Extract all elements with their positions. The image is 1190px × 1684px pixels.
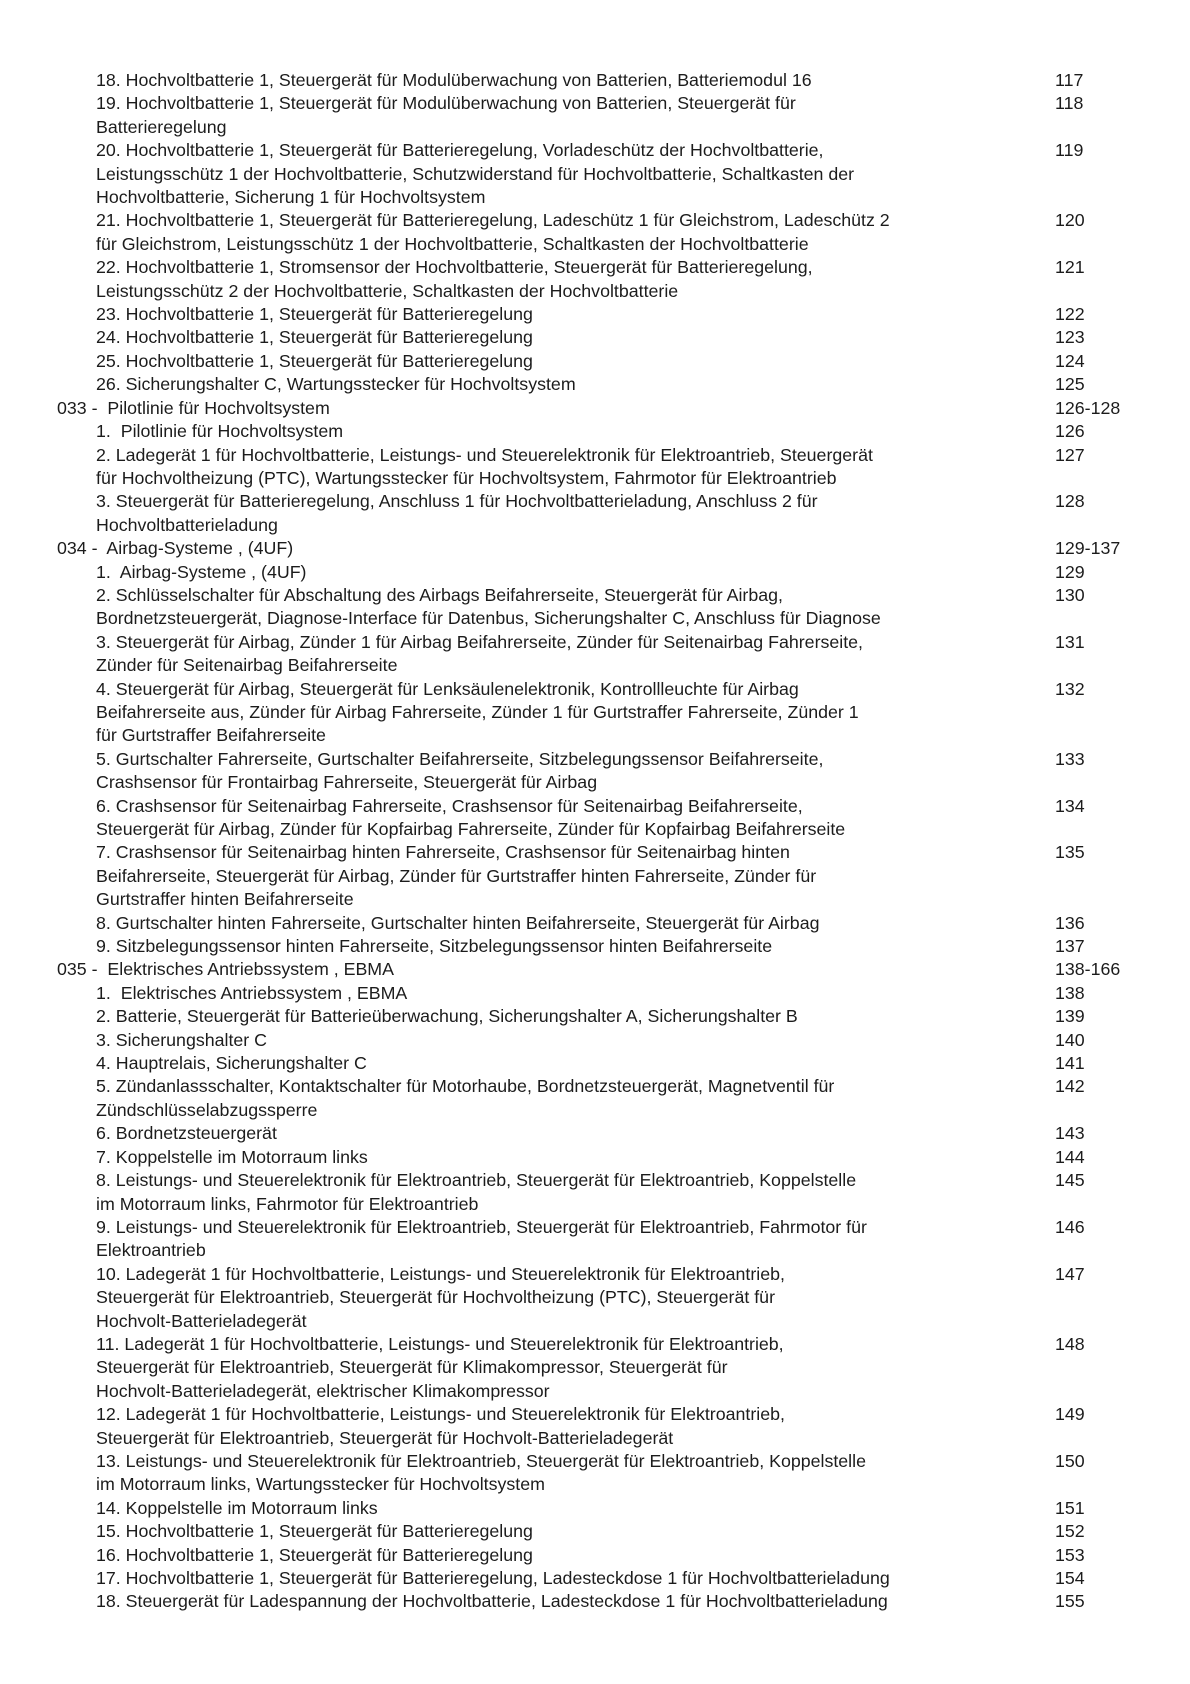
toc-entry-line: Steuergerät für Elektroantrieb, Steuergerät für Klimakompressor, Steuergerät für bbox=[96, 1357, 728, 1378]
toc-entry-line: Hochvolt-Batterieladegerät bbox=[96, 1310, 307, 1331]
toc-entry-line: Leistungsschütz 1 der Hochvoltbatterie, Schutzwiderstand für Hochvoltbatterie, Schaltkasten der bbox=[96, 163, 855, 184]
toc-entry-line: 10. Ladegerät 1 für Hochvoltbatterie, Leistungs- und Steuerelektronik für Elektroantrieb, bbox=[96, 1263, 785, 1284]
toc-page-number: 117 bbox=[1055, 70, 1084, 90]
toc-entry-line: 2. Schlüsselschalter für Abschaltung des Airbags Beifahrerseite, Steuergerät für Airbag, bbox=[96, 584, 783, 605]
toc-entry-line: 20. Hochvoltbatterie 1, Steuergerät für Batterieregelung, Vorladeschütz der Hochvoltbatterie, bbox=[96, 140, 824, 161]
toc-item-entry bbox=[0, 420, 1190, 443]
toc-entry-line: Steuergerät für Elektroantrieb, Steuergerät für Hochvoltheizung (PTC), Steuergerät für bbox=[96, 1287, 775, 1308]
toc-item-entry bbox=[0, 303, 1190, 326]
toc-section-entry bbox=[0, 537, 1190, 560]
toc-item-entry bbox=[0, 326, 1190, 349]
toc-page-number: 123 bbox=[1055, 327, 1085, 348]
toc-page-number: 151 bbox=[1055, 1497, 1085, 1518]
toc-page-number: 126-128 bbox=[1055, 397, 1121, 418]
toc-item-entry bbox=[0, 1075, 1190, 1122]
toc-page-number: 138-166 bbox=[1055, 959, 1121, 980]
toc-item-entry bbox=[0, 1567, 1190, 1590]
toc-item-entry bbox=[0, 678, 1190, 748]
toc-page-number: 145 bbox=[1055, 1170, 1085, 1191]
toc-entry-line: 4. Steuergerät für Airbag, Steuergerät für Lenksäulenelektronik, Kontrollleuchte für Airbag bbox=[96, 678, 799, 699]
toc-item-entry bbox=[0, 584, 1190, 631]
toc-page-number: 142 bbox=[1055, 1076, 1085, 1097]
toc-entry-line: Elektroantrieb bbox=[96, 1240, 206, 1261]
toc-entry-line: 8. Leistungs- und Steuerelektronik für Elektroantrieb, Steuergerät für Elektroantrieb, Koppelstelle bbox=[96, 1170, 857, 1191]
toc-entry-line: 19. Hochvoltbatterie 1, Steuergerät für Modulüberwachung von Batterien, Steuergerät für bbox=[96, 93, 796, 114]
toc-page-number: 126 bbox=[1055, 421, 1085, 442]
toc-page-number: 154 bbox=[1055, 1568, 1085, 1588]
toc-entry-line: 1. Pilotlinie für Hochvoltsystem bbox=[96, 421, 344, 442]
toc-item-entry bbox=[0, 561, 1190, 584]
toc-entry-line: 25. Hochvoltbatterie 1, Steuergerät für Batterieregelung bbox=[96, 350, 533, 371]
toc-entry-line: 26. Sicherungshalter C, Wartungsstecker für Hochvoltsystem bbox=[96, 374, 576, 395]
toc-item-entry bbox=[0, 373, 1190, 396]
toc-item-entry bbox=[0, 1029, 1190, 1052]
toc-item-entry bbox=[0, 1263, 1190, 1333]
toc-page-number: 120 bbox=[1055, 210, 1085, 231]
toc-item-entry bbox=[0, 490, 1190, 537]
toc-entry-line: Steuergerät für Airbag, Zünder für Kopfairbag Fahrerseite, Zünder für Kopfairbag Beifahrerseite bbox=[96, 819, 846, 839]
toc-page-number: 149 bbox=[1055, 1404, 1085, 1425]
toc-entry-line: 3. Steuergerät für Airbag, Zünder 1 für Airbag Beifahrerseite, Zünder für Seitenairbag Fahrerseite, bbox=[96, 631, 863, 652]
toc-item-entry bbox=[0, 1497, 1190, 1520]
toc-page-number: 146 bbox=[1055, 1216, 1085, 1237]
toc-entry-line: Steuergerät für Elektroantrieb, Steuergerät für Hochvolt-Batterieladegerät bbox=[96, 1427, 674, 1448]
toc-page-number: 121 bbox=[1055, 257, 1085, 278]
toc-entry-line: Batterieregelung bbox=[96, 116, 227, 137]
toc-entry-line: 7. Koppelstelle im Motorraum links bbox=[96, 1146, 368, 1167]
toc-item-entry bbox=[0, 92, 1190, 139]
toc-page-number: 144 bbox=[1055, 1146, 1085, 1167]
toc-entry-line: 12. Ladegerät 1 für Hochvoltbatterie, Leistungs- und Steuerelektronik für Elektroantrieb, bbox=[96, 1404, 785, 1425]
toc-entry-line: 6. Crashsensor für Seitenairbag Fahrerseite, Crashsensor für Seitenairbag Beifahrerseite, bbox=[96, 795, 803, 816]
toc-entry-line: 14. Koppelstelle im Motorraum links bbox=[96, 1497, 378, 1518]
toc-entry-line: 035 - Elektrisches Antriebssystem , EBMA bbox=[57, 959, 394, 980]
toc-entry-line: 4. Hauptrelais, Sicherungshalter C bbox=[96, 1053, 367, 1074]
toc-item-entry bbox=[0, 256, 1190, 303]
toc-section-entry bbox=[0, 958, 1190, 981]
toc-entry-line: 21. Hochvoltbatterie 1, Steuergerät für Batterieregelung, Ladeschütz 1 für Gleichstrom, Ladeschütz 2 bbox=[96, 210, 890, 231]
toc-page-number: 122 bbox=[1055, 304, 1085, 325]
toc-item-entry bbox=[0, 1403, 1190, 1450]
toc-entry-line: Beifahrerseite, Steuergerät für Airbag, Zünder für Gurtstraffer hinten Fahrerseite, Zünder für bbox=[96, 865, 817, 886]
toc-item-entry bbox=[0, 795, 1190, 842]
toc-page-number: 118 bbox=[1055, 93, 1084, 114]
toc-item-entry bbox=[0, 1544, 1190, 1567]
toc-entry-line: Crashsensor für Frontairbag Fahrerseite, Steuergerät für Airbag bbox=[96, 772, 598, 793]
toc-entry-line: Zünder für Seitenairbag Beifahrerseite bbox=[96, 655, 398, 676]
toc-entry-line: 1. Elektrisches Antriebssystem , EBMA bbox=[96, 982, 408, 1003]
toc-entry-line: 9. Leistungs- und Steuerelektronik für Elektroantrieb, Steuergerät für Elektroantrieb, Fahrmotor für bbox=[96, 1216, 867, 1237]
toc-item-entry bbox=[0, 1146, 1190, 1169]
toc-item-entry bbox=[0, 1005, 1190, 1028]
toc-list bbox=[0, 69, 1190, 1614]
toc-entry-line: 11. Ladegerät 1 für Hochvoltbatterie, Leistungs- und Steuerelektronik für Elektroantrieb, bbox=[96, 1333, 784, 1354]
toc-entry-line: im Motorraum links, Fahrmotor für Elektroantrieb bbox=[96, 1193, 479, 1214]
toc-entry-line: 3. Sicherungshalter C bbox=[96, 1029, 267, 1050]
toc-entry-line: 033 - Pilotlinie für Hochvoltsystem bbox=[57, 397, 330, 418]
toc-item-entry bbox=[0, 1169, 1190, 1216]
toc-page-number: 132 bbox=[1055, 678, 1085, 699]
toc-page-number: 152 bbox=[1055, 1521, 1085, 1542]
toc-item-entry bbox=[0, 982, 1190, 1005]
toc-entry-line: 5. Zündanlassschalter, Kontaktschalter für Motorhaube, Bordnetzsteuergerät, Magnetventil für bbox=[96, 1076, 835, 1097]
toc-page-number: 129-137 bbox=[1055, 538, 1121, 559]
toc-page-number: 128 bbox=[1055, 491, 1085, 512]
toc-item-entry bbox=[0, 209, 1190, 256]
toc-page-number: 143 bbox=[1055, 1123, 1085, 1144]
toc-entry-line: 23. Hochvoltbatterie 1, Steuergerät für Batterieregelung bbox=[96, 304, 533, 325]
toc-page-number: 125 bbox=[1055, 374, 1085, 395]
toc-page-number: 133 bbox=[1055, 748, 1085, 769]
toc-page-number: 135 bbox=[1055, 842, 1085, 863]
toc-entry-line: 22. Hochvoltbatterie 1, Stromsensor der Hochvoltbatterie, Steuergerät für Batterieregelung, bbox=[96, 257, 813, 278]
toc-item-entry bbox=[0, 748, 1190, 795]
toc-page-number: 150 bbox=[1055, 1450, 1085, 1471]
toc-entry-line: 7. Crashsensor für Seitenairbag hinten Fahrerseite, Crashsensor für Seitenairbag hinten bbox=[96, 842, 790, 863]
toc-item-entry bbox=[0, 139, 1190, 209]
toc-entry-line: 8. Gurtschalter hinten Fahrerseite, Gurtschalter hinten Beifahrerseite, Steuergerät für Airbag bbox=[96, 912, 820, 933]
toc-page-number: 127 bbox=[1055, 444, 1085, 465]
toc-item-entry bbox=[0, 1450, 1190, 1497]
toc-item-entry bbox=[0, 1333, 1190, 1403]
toc-page-number: 148 bbox=[1055, 1333, 1085, 1354]
toc-section-entry bbox=[0, 397, 1190, 420]
toc-item-entry bbox=[0, 444, 1190, 491]
toc-entry-line: Bordnetzsteuergerät, Diagnose-Interface für Datenbus, Sicherungshalter C, Anschluss für Diagnose bbox=[96, 608, 881, 629]
toc-entry-line: 2. Ladegerät 1 für Hochvoltbatterie, Leistungs- und Steuerelektronik für Elektroantrieb, Steuergerät bbox=[96, 444, 873, 465]
toc-entry-line: 1. Airbag-Systeme , (4UF) bbox=[96, 561, 307, 582]
toc-entry-line: 2. Batterie, Steuergerät für Batterieüberwachung, Sicherungshalter A, Sicherungshalter B bbox=[96, 1006, 798, 1027]
toc-entry-line: Hochvoltbatterie, Sicherung 1 für Hochvoltsystem bbox=[96, 187, 486, 208]
toc-item-entry bbox=[0, 631, 1190, 678]
toc-entry-line: für Gurtstraffer Beifahrerseite bbox=[96, 725, 326, 746]
toc-page-number: 124 bbox=[1055, 350, 1085, 371]
toc-entry-line: Hochvoltbatterieladung bbox=[96, 514, 278, 535]
toc-item-entry bbox=[0, 1520, 1190, 1543]
toc-entry-line: 13. Leistungs- und Steuerelektronik für Elektroantrieb, Steuergerät für Elektroantrieb, Koppelstelle bbox=[96, 1450, 866, 1471]
toc-page-number: 141 bbox=[1055, 1053, 1085, 1074]
toc-item-entry bbox=[0, 1216, 1190, 1263]
toc-item-entry bbox=[0, 69, 1190, 92]
toc-entry-line: 034 - Airbag-Systeme , (4UF) bbox=[57, 538, 294, 559]
toc-page-number: 136 bbox=[1055, 912, 1085, 933]
toc-page-number: 147 bbox=[1055, 1263, 1085, 1284]
toc-entry-line: 18. Hochvoltbatterie 1, Steuergerät für Modulüberwachung von Batterien, Batteriemodul 16 bbox=[96, 70, 812, 90]
toc-entry-line: 15. Hochvoltbatterie 1, Steuergerät für Batterieregelung bbox=[96, 1521, 533, 1542]
toc-page-number: 139 bbox=[1055, 1006, 1085, 1027]
toc-page-number: 131 bbox=[1055, 631, 1085, 652]
toc-item-entry bbox=[0, 935, 1190, 958]
toc-page-number: 137 bbox=[1055, 936, 1085, 957]
toc-entry-line: Zündschlüsselabzugssperre bbox=[96, 1099, 318, 1120]
toc-entry-line: im Motorraum links, Wartungsstecker für Hochvoltsystem bbox=[96, 1474, 545, 1495]
toc-item-entry bbox=[0, 841, 1190, 911]
toc-item-entry bbox=[0, 912, 1190, 935]
toc-item-entry bbox=[0, 1122, 1190, 1145]
toc-entry-line: 3. Steuergerät für Batterieregelung, Anschluss 1 für Hochvoltbatterieladung, Anschluss 2 für bbox=[96, 491, 818, 512]
toc-item-entry bbox=[0, 350, 1190, 373]
toc-entry-line: Leistungsschütz 2 der Hochvoltbatterie, Schaltkasten der Hochvoltbatterie bbox=[96, 280, 679, 301]
toc-page-number: 129 bbox=[1055, 561, 1085, 582]
toc-page-number: 134 bbox=[1055, 795, 1085, 816]
toc-entry-line: für Hochvoltheizung (PTC), Wartungsstecker für Hochvoltsystem, Fahrmotor für Elektroantrieb bbox=[96, 467, 837, 488]
toc-entry-line: 17. Hochvoltbatterie 1, Steuergerät für Batterieregelung, Ladesteckdose 1 für Hochvoltbatterieladung bbox=[96, 1568, 890, 1588]
toc-entry-line: Beifahrerseite aus, Zünder für Airbag Fahrerseite, Zünder 1 für Gurtstraffer Fahrerseite, Zünder 1 bbox=[96, 701, 859, 722]
toc-entry-line: 24. Hochvoltbatterie 1, Steuergerät für Batterieregelung bbox=[96, 327, 533, 348]
toc-entry-line: Gurtstraffer hinten Beifahrerseite bbox=[96, 889, 354, 910]
toc-item-entry bbox=[0, 1590, 1190, 1613]
toc-page-number: 153 bbox=[1055, 1544, 1085, 1565]
toc-entry-line: Hochvolt-Batterieladegerät, elektrischer Klimakompressor bbox=[96, 1380, 550, 1401]
toc-entry-line: für Gleichstrom, Leistungsschütz 1 der Hochvoltbatterie, Schaltkasten der Hochvoltbatterie bbox=[96, 233, 809, 254]
toc-entry-line: 5. Gurtschalter Fahrerseite, Gurtschalter Beifahrerseite, Sitzbelegungssensor Beifahrerseite, bbox=[96, 748, 824, 769]
toc-entry-line: 6. Bordnetzsteuergerät bbox=[96, 1123, 277, 1144]
toc-page-number: 119 bbox=[1055, 140, 1084, 161]
toc-page-number: 130 bbox=[1055, 584, 1085, 605]
toc-page-number: 155 bbox=[1055, 1591, 1085, 1612]
toc-entry-line: 18. Steuergerät für Ladespannung der Hochvoltbatterie, Ladesteckdose 1 für Hochvoltbatterieladung bbox=[96, 1591, 888, 1612]
toc-entry-line: 9. Sitzbelegungssensor hinten Fahrerseite, Sitzbelegungssensor hinten Beifahrerseite bbox=[96, 936, 773, 957]
toc-item-entry bbox=[0, 1052, 1190, 1075]
toc-entry-line: 16. Hochvoltbatterie 1, Steuergerät für Batterieregelung bbox=[96, 1544, 533, 1565]
toc-page-number: 138 bbox=[1055, 982, 1085, 1003]
toc-page-number: 140 bbox=[1055, 1029, 1085, 1050]
